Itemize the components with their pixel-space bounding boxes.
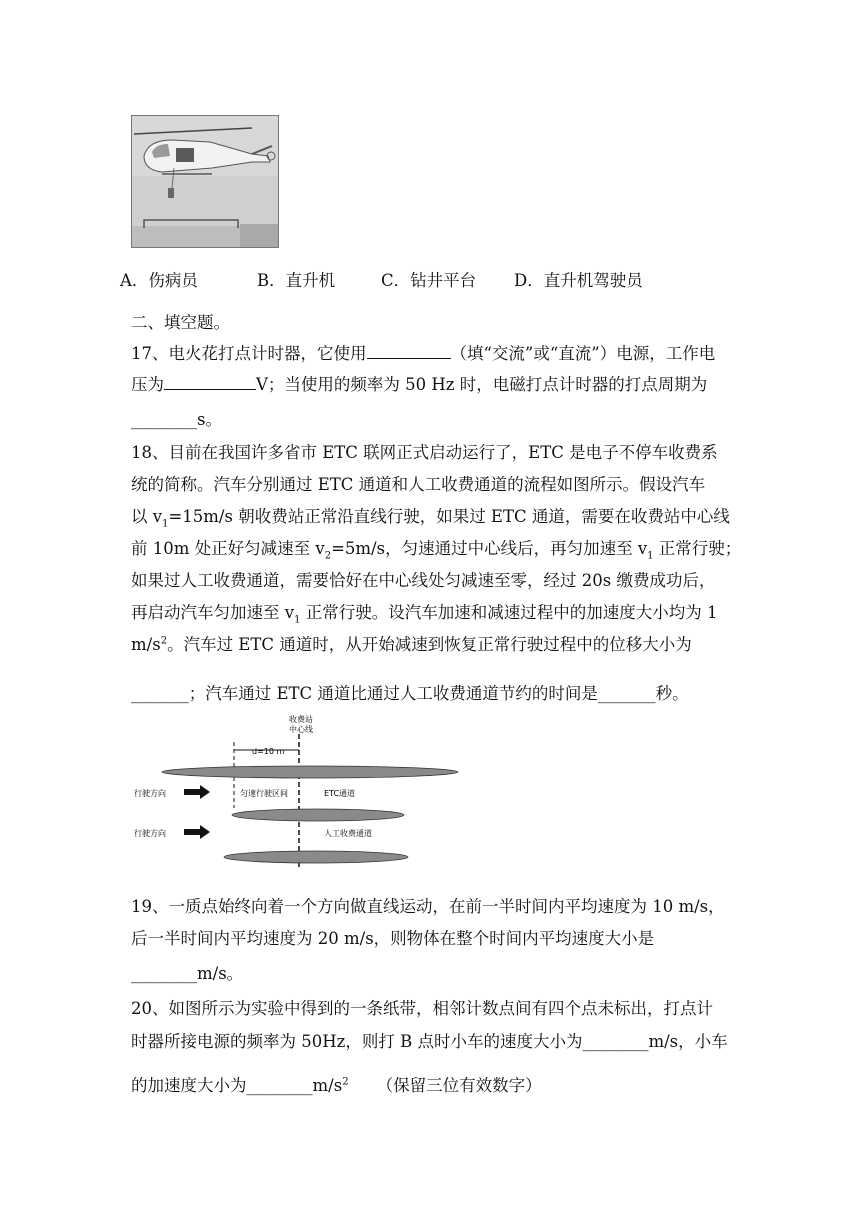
subscript: 1 — [647, 550, 654, 562]
q17-line-2 — [131, 371, 707, 395]
subscript: 2 — [324, 550, 332, 562]
option-d: D．直升机驾驶员 — [514, 271, 643, 290]
q20-answer-blank-1[interactable]: ________ — [582, 1032, 649, 1051]
q17-line-1 — [131, 340, 715, 364]
superscript: 2 — [160, 635, 168, 647]
q18-line-6 — [131, 599, 717, 625]
uniform-zone-label: 匀速行驶区间 — [240, 789, 288, 798]
q18-answer-blank-2[interactable]: _______ — [597, 684, 656, 703]
q20-note: （保留三位有效数字） — [376, 1076, 542, 1095]
q18-text: ；汽车通过 ETC 通道比通过人工收费通道节约的时间是 — [188, 684, 598, 703]
q19-line-1: 19、一质点始终向着一个方向做直线运动，在前一半时间内平均速度为 10 m/s， — [131, 897, 725, 916]
q19-line-3 — [131, 960, 243, 984]
q18-text: 秒。 — [655, 684, 689, 703]
lane-island-middle — [232, 809, 404, 821]
q18-text: 再启动汽车匀加速至 v — [131, 603, 295, 622]
helicopter-rescue-photo — [131, 115, 279, 248]
helicopter-rescue-illustration — [132, 116, 278, 247]
q17-line-3 — [131, 406, 222, 430]
q18-line-8 — [131, 680, 689, 704]
arrow-right-icon — [184, 785, 210, 799]
q17-text: （填“交流”或“直流”）电源，工作电 — [450, 344, 716, 363]
q17-answer-blank-1[interactable] — [367, 342, 451, 359]
arrow-right-icon — [184, 825, 210, 839]
option-a: A．伤病员 — [120, 271, 198, 290]
q20-text: m/s — [312, 1076, 343, 1095]
q18-text: m/s — [131, 635, 161, 654]
q18-text: 正常行驶； — [653, 539, 742, 558]
q18-line-5: 如果过人工收费通道，需要恰好在中心线处匀减速至零，经过 20s 缴费成功后， — [131, 571, 716, 590]
q17-answer-blank-3[interactable]: ________ — [131, 410, 197, 429]
subscript: 1 — [162, 518, 169, 530]
q18-line-4 — [131, 535, 741, 561]
subscript: 1 — [294, 614, 301, 626]
center-line-label-1: 收费站 — [289, 715, 313, 724]
q19-line-2: 后一半时间内平均速度为 20 m/s，则物体在整个时间内平均速度大小是 — [131, 929, 655, 948]
q18-text: 。汽车过 ETC 通道时，从开始减速到恢复正常行驶过程中的位移大小为 — [167, 635, 692, 654]
q18-answer-blank-1[interactable]: _______ — [131, 684, 189, 703]
q19-answer-blank[interactable]: ________ — [131, 964, 197, 983]
q20-line-1: 20、如图所示为实验中得到的一条纸带，相邻计数点间有四个点未标出，打点计 — [131, 999, 713, 1018]
q18-text: =5m/s，匀速通过中心线后，再匀加速至 v — [331, 539, 648, 558]
q18-line-3 — [131, 503, 730, 529]
q20-line-2 — [131, 1028, 728, 1052]
q20-text: m/s，小车 — [648, 1032, 728, 1051]
q17-text: 17、电火花打点计时器，它使用 — [131, 344, 367, 363]
q20-answer-blank-2[interactable]: ________ — [246, 1076, 313, 1095]
direction-label-1: 行驶方向 — [134, 789, 166, 798]
q17-text: s。 — [197, 410, 222, 429]
q17-text: V；当使用的频率为 50 Hz 时，电磁打点计时器的打点周期为 — [256, 375, 708, 394]
lane-island-top — [162, 766, 458, 778]
q18-text: =15m/s 朝收费站正常沿直线行驶，如果过 ETC 通道，需要在收费站中心线 — [168, 507, 730, 526]
q17-answer-blank-2[interactable] — [164, 373, 256, 390]
q18-line-1: 18、目前在我国许多省市 ETC 联网正式启动运行了，ETC 是电子不停车收费系 — [131, 443, 718, 462]
etc-toll-figure — [130, 712, 460, 872]
lane-island-bottom — [224, 851, 408, 863]
distance-label: d=10 m — [252, 747, 285, 756]
manual-lane-label: 人工收费通道 — [324, 829, 372, 838]
q17-text: 压为 — [131, 375, 164, 394]
q19-text: m/s。 — [197, 964, 244, 983]
option-c: C．钻井平台 — [381, 271, 477, 290]
q20-line-3 — [131, 1072, 542, 1096]
etc-lane-label: ETC通道 — [324, 789, 356, 798]
section-heading: 二、填空题。 — [131, 313, 230, 332]
center-line-label-2: 中心线 — [289, 725, 313, 734]
q20-text: 的加速度大小为 — [131, 1076, 247, 1095]
q18-text: 以 v — [131, 507, 163, 526]
q18-text: 正常行驶。设汽车加速和减速过程中的加速度大小均为 1 — [300, 603, 718, 622]
q20-text: 时器所接电源的频率为 50Hz，则打 B 点时小车的速度大小为 — [131, 1032, 583, 1051]
option-b: B．直升机 — [257, 271, 336, 290]
q18-line-7 — [131, 631, 692, 655]
direction-label-2: 行驶方向 — [134, 829, 166, 838]
q18-text: 前 10m 处正好匀减速至 v — [131, 539, 325, 558]
superscript: 2 — [342, 1076, 349, 1088]
q18-line-2: 统的简称。汽车分别通过 ETC 通道和人工收费通道的流程如图所示。假设汽车 — [131, 475, 706, 494]
